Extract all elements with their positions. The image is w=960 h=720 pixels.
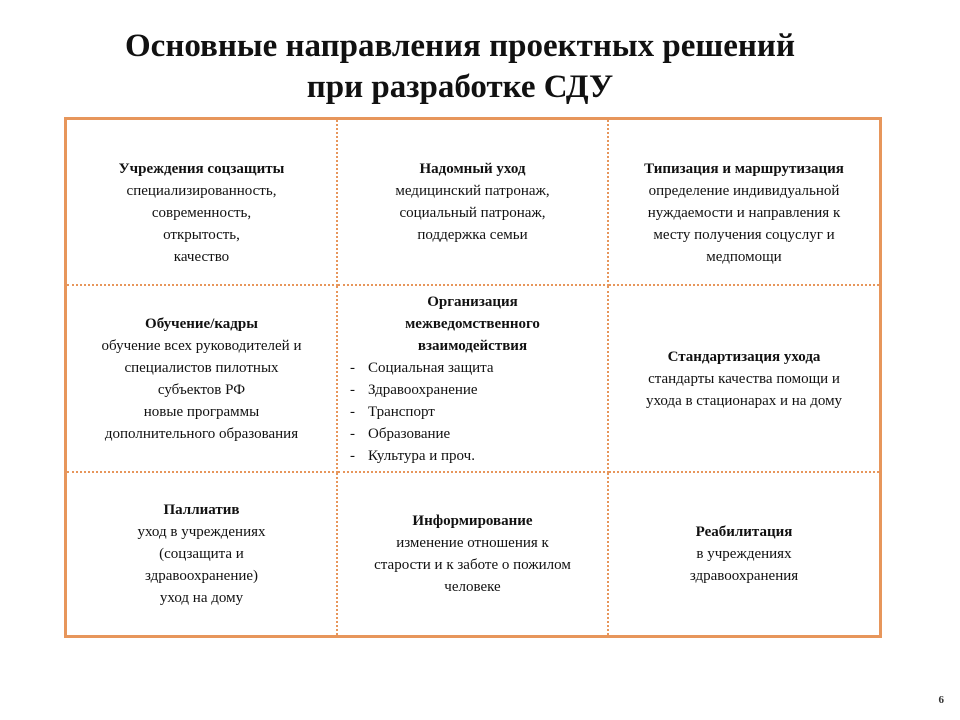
cell-home-care (338, 120, 609, 286)
cell-line: качество (173, 249, 230, 265)
cell-heading: межведомственного (405, 315, 540, 332)
cell-heading: Организация (427, 293, 518, 310)
cell-heading: взаимодействия (417, 337, 528, 354)
cell-care-standardization (609, 286, 879, 473)
cell-line: человеке (444, 579, 501, 595)
cell-line: медпомощи (706, 249, 782, 265)
cell-rehabilitation (609, 473, 879, 635)
cell-social-institutions (67, 120, 338, 286)
cell-line: старости и к заботе о пожилом (374, 557, 571, 573)
cell-heading: Стандартизация ухода (667, 348, 821, 365)
dash-bullet: - (350, 381, 355, 398)
cell-line: здравоохранение) (144, 568, 259, 584)
list-item-label: Образование (368, 425, 451, 442)
cell-line: (соцзащита и (159, 546, 244, 562)
cell-heading: Учреждения соцзащиты (118, 161, 285, 177)
list-item-label: Культура и проч. (368, 447, 475, 464)
cell-informing (338, 473, 609, 635)
dash-bullet: - (350, 425, 355, 442)
cell-line: медицинский патронаж, (395, 183, 550, 199)
list-item-label: Транспорт (368, 403, 435, 420)
cell-heading: Типизация и маршрутизация (644, 161, 844, 177)
cell-training-staff (67, 286, 338, 473)
dash-bullet: - (350, 447, 355, 464)
dash-bullet: - (350, 403, 355, 420)
list-item (350, 401, 494, 423)
cell-line: месту получения соцуслуг и (653, 227, 835, 243)
cell-line: стандарты качества помощи и (648, 370, 840, 387)
cell-interagency-cooperation (338, 286, 609, 473)
list-item (350, 357, 494, 379)
cell-heading: Паллиатив (163, 502, 240, 518)
cell-line: дополнительного образования (104, 425, 299, 442)
cell-line: изменение отношения к (396, 535, 549, 551)
cell-line: уход на дому (159, 590, 244, 606)
cell-line: специализированность, (126, 183, 277, 199)
cell-line: современность, (151, 205, 252, 221)
list-item-label: Социальная защита (368, 359, 494, 376)
cell-line: субъектов РФ (157, 381, 246, 398)
title-line-2: при разработке СДУ (306, 69, 614, 105)
cell-line: новые программы (143, 403, 260, 420)
directions-table (64, 117, 882, 638)
agency-list (344, 357, 494, 467)
list-item (350, 445, 494, 467)
cell-line: ухода в стационарах и на дому (645, 392, 843, 409)
cell-line: поддержка семьи (417, 227, 528, 243)
page-title (0, 26, 920, 108)
title-line-1: Основные направления проектных решений (125, 28, 795, 64)
cell-line: определение индивидуальной (648, 183, 840, 199)
cell-line: социальный патронаж, (399, 205, 546, 221)
cell-heading: Надомный уход (419, 161, 526, 177)
page-number: 6 (938, 694, 944, 706)
cell-typing-routing (609, 120, 879, 286)
dash-bullet: - (350, 359, 355, 376)
list-item (350, 423, 494, 445)
cell-line: здравоохранения (689, 568, 799, 584)
cell-heading: Информирование (412, 513, 533, 529)
list-item-label: Здравоохранение (368, 381, 478, 398)
cell-line: в учреждениях (696, 546, 792, 562)
list-item (350, 379, 494, 401)
cell-heading: Реабилитация (695, 524, 793, 540)
cell-line: нуждаемости и направления к (647, 205, 841, 221)
cell-heading: Обучение/кадры (145, 315, 258, 332)
cell-line: уход в учреждениях (137, 524, 266, 540)
cell-line: специалистов пилотных (124, 359, 279, 376)
cell-line: обучение всех руководителей и (101, 337, 302, 354)
cell-line: открытость, (163, 227, 240, 243)
cell-palliative (67, 473, 338, 635)
